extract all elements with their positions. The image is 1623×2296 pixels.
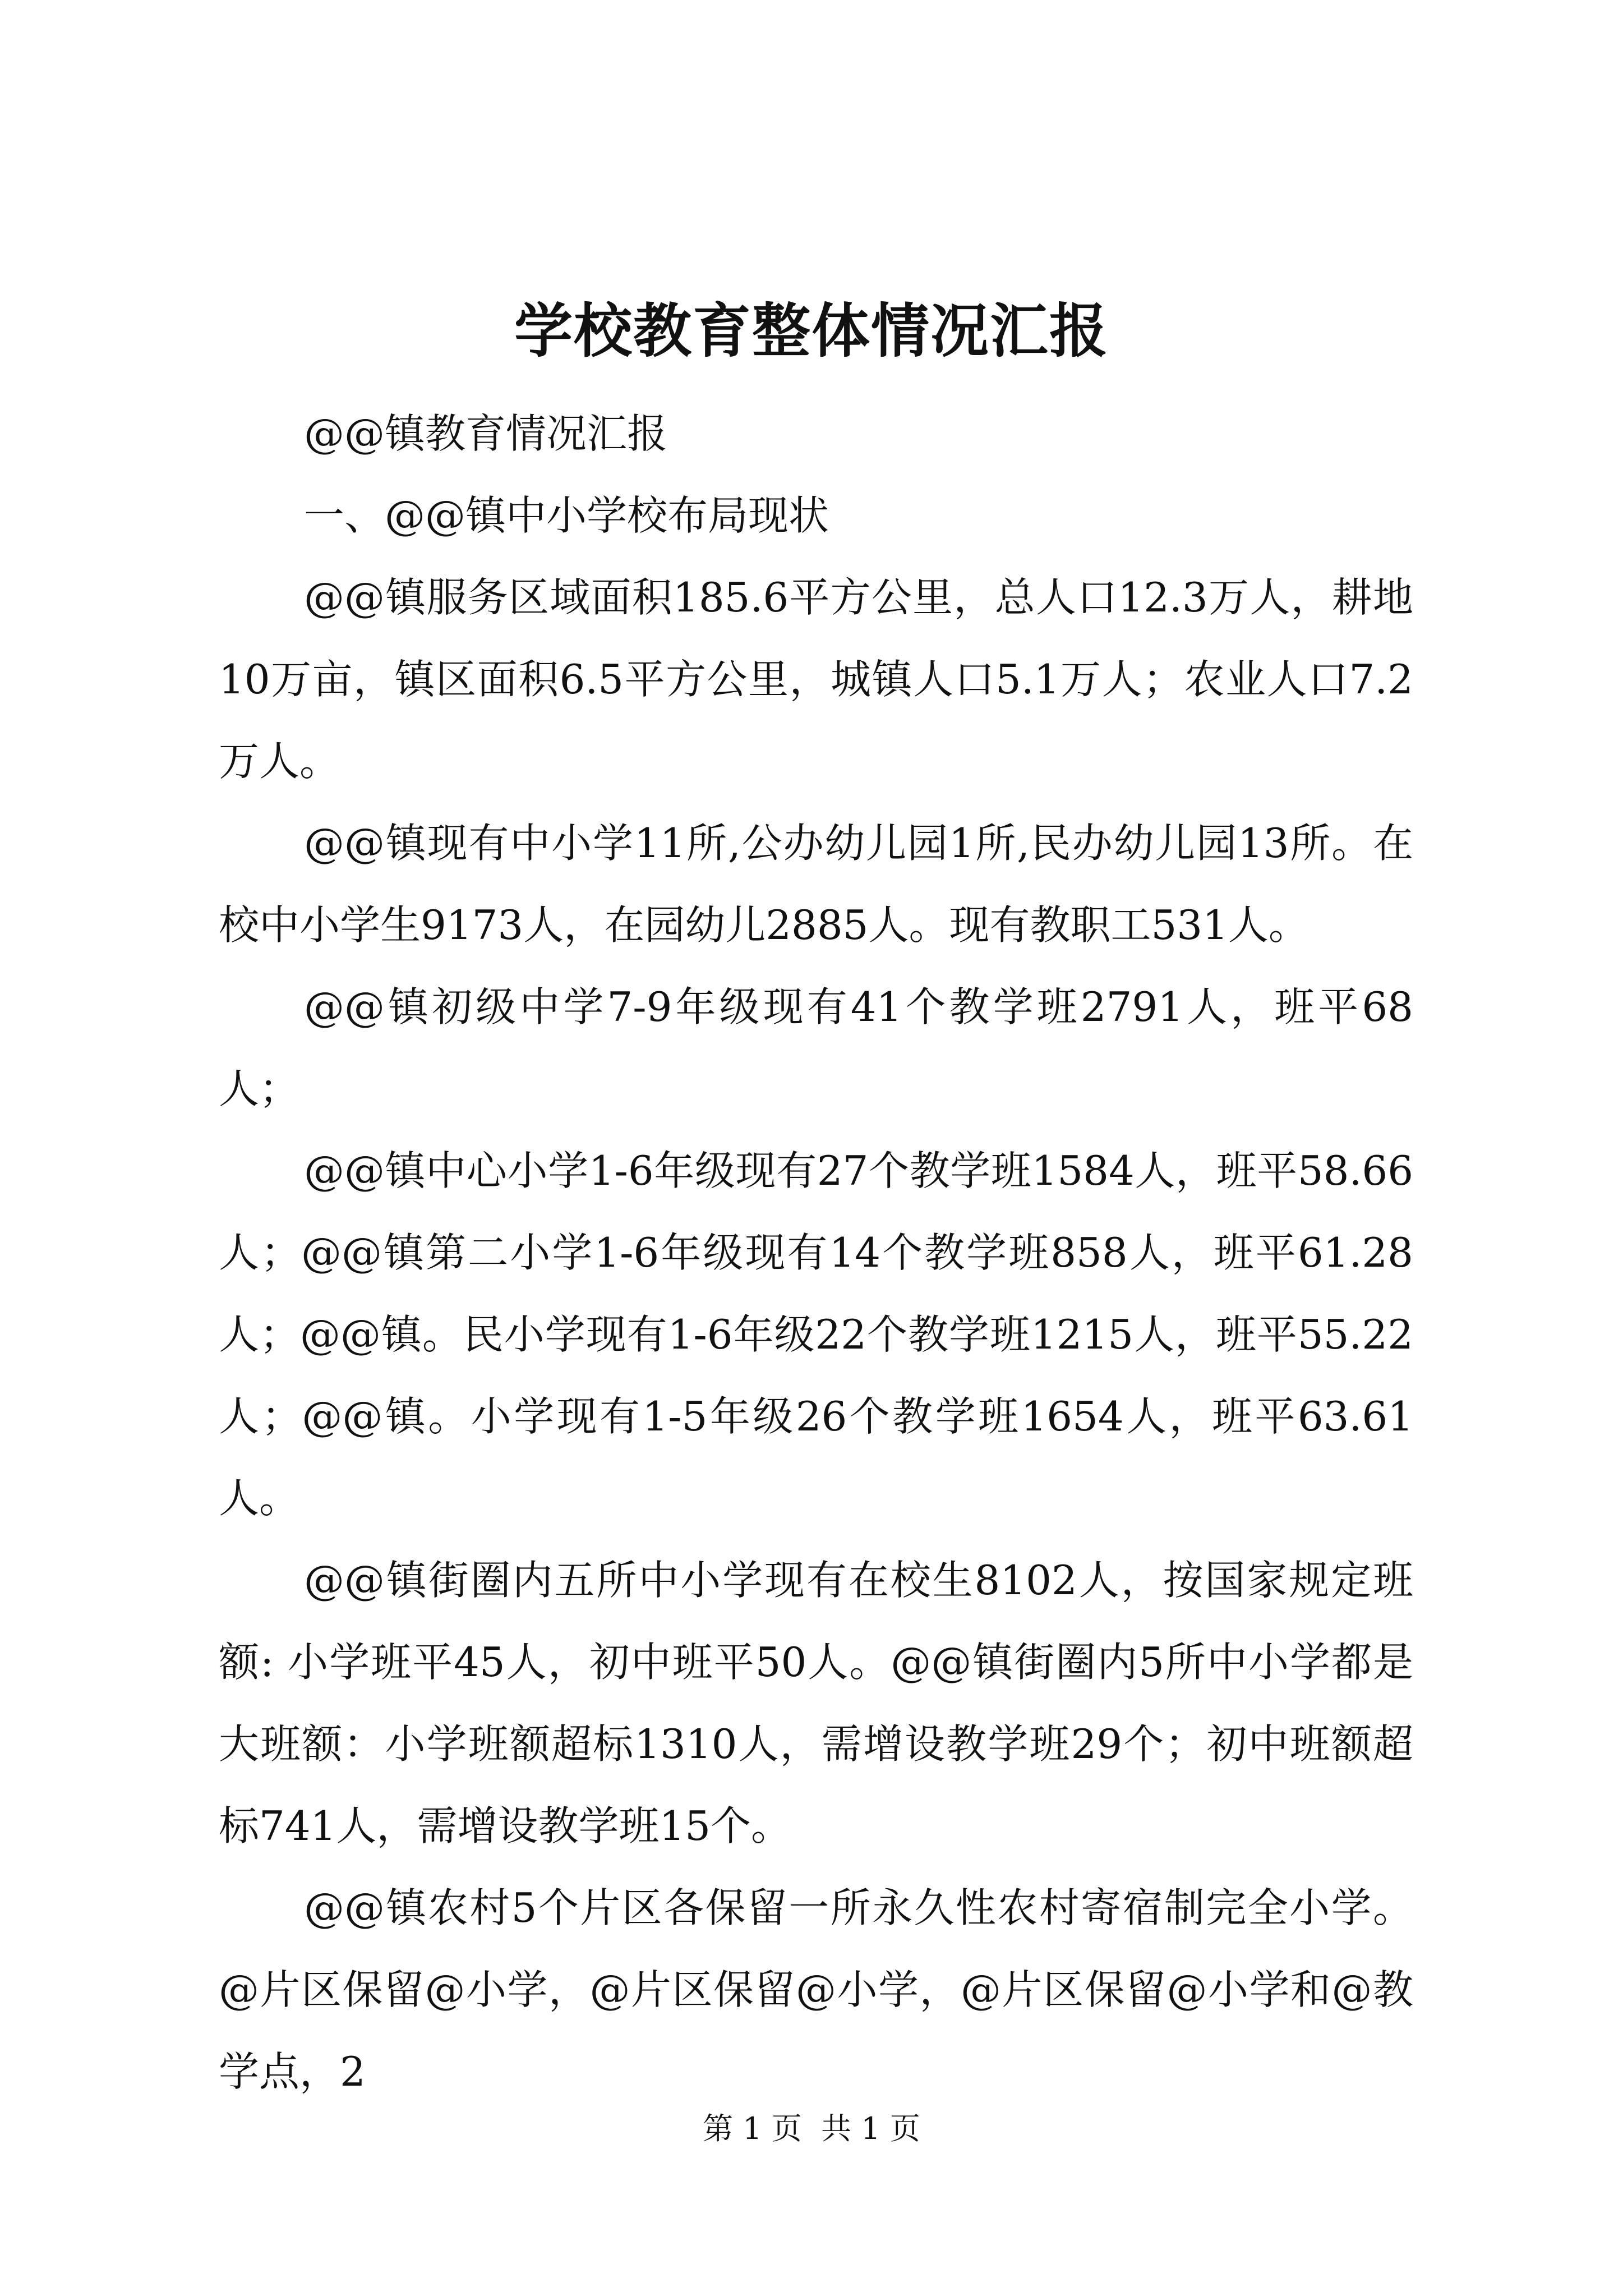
paragraph-middle-school: @@镇初级中学7-9年级现有41个教学班2791人，班平68人； (219, 983, 1413, 1112)
paragraph-section-title: 一、@@镇中小学校布局现状 (304, 492, 829, 539)
page-footer (0, 2109, 1623, 2148)
page-number: 第 1 页 共 1 页 (703, 2111, 920, 2146)
document-body (219, 393, 1413, 2113)
paragraph-primary-schools: @@镇中心小学1-6年级现有27个教学班1584人，班平58.66人；@@镇第二小学1-6年级现有14个教学班858人，班平61.28人；@@镇。民小学现有1-6年级22个教学班1215人，班平55.22人；@@镇。小学现有1-5年级26个教学班1654人，班平63.61人。 (219, 1147, 1413, 1522)
paragraph-area-population: @@镇服务区域面积185.6平方公里，总人口12.3万人，耕地10万亩，镇区面积6.5平方公里，城镇人口5.1万人；农业人口7.2万人。 (219, 574, 1413, 785)
paragraph-rural-schools: @@镇农村5个片区各保留一所永久性农村寄宿制完全小学。@片区保留@小学，@片区保留@小学，@片区保留@小学和@教学点，2 (219, 1884, 1413, 2095)
document-title: 学校教育整体情况汇报 (514, 296, 1109, 365)
paragraph-heading: @@镇教育情况汇报 (304, 410, 668, 457)
paragraph-school-counts: @@镇现有中小学11所,公办幼儿园1所,民办幼儿园13所。在校中小学生9173人，在园幼儿2885人。现有教职工531人。 (219, 820, 1413, 949)
paragraph-class-size: @@镇街圈内五所中小学现有在校生8102人，按国家规定班额: 小学班平45人，初中班平50人。@@镇街圈内5所中小学都是大班额：小学班额超标1310人，需增设教学班29个；初中班额超标741人，需增设教学班15个。 (219, 1557, 1413, 1849)
